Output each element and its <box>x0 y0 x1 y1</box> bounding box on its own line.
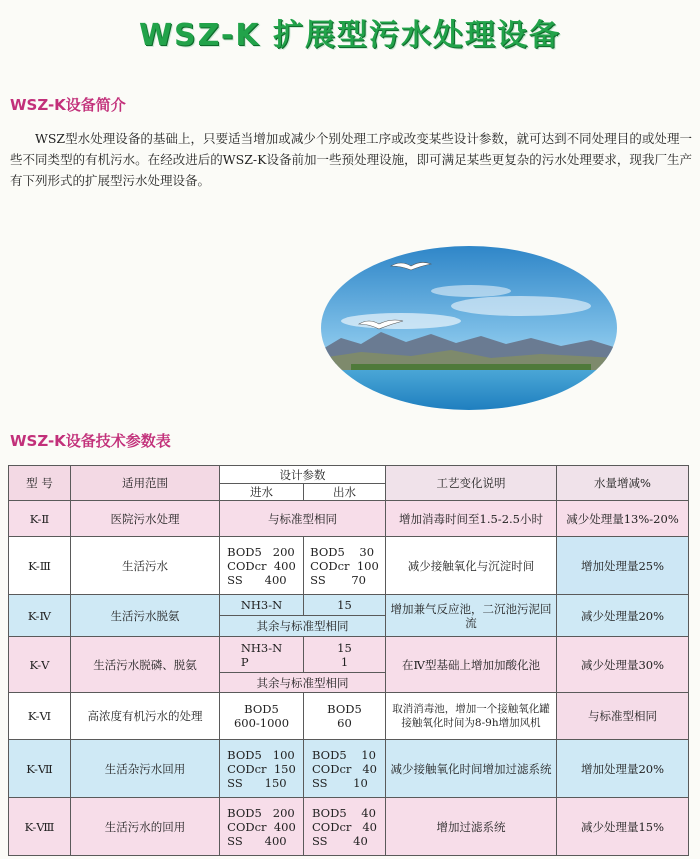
header-inlet: 进水 <box>220 484 304 501</box>
row-change: 取消消毒池，增加一个接触氧化罐接触氧化时间为8-9h增加风机 <box>386 693 557 740</box>
row-inlet: BOD5 200 CODcr 400 SS 400 <box>220 537 304 595</box>
table-row <box>9 798 689 856</box>
row-inlet: BOD5 100 CODcr 150 SS 150 <box>220 740 304 798</box>
row-volume: 减少处理量15% <box>557 798 689 856</box>
spec-table <box>8 465 689 856</box>
table-heading: WSZ-K设备技术参数表 <box>10 432 171 450</box>
row-scope: 生活污水脱氨 <box>71 595 220 637</box>
row-change: 增加过滤系统 <box>386 798 557 856</box>
row-scope: 生活污水脱磷、脱氨 <box>71 637 220 693</box>
row-change: 在Ⅳ型基础上增加加酸化池 <box>386 637 557 693</box>
row-model: K-Ⅱ <box>9 501 71 537</box>
row-scope: 医院污水处理 <box>71 501 220 537</box>
row-change: 减少接触氧化时间增加过滤系统 <box>386 740 557 798</box>
row-outlet: BOD5 60 <box>304 693 386 740</box>
table-row <box>9 501 689 537</box>
row-outlet-values: 15 1 <box>304 637 386 673</box>
row-outlet: BOD5 40 CODcr 40 SS 40 <box>304 798 386 856</box>
table-row <box>9 595 689 616</box>
row-model: K-Ⅲ <box>9 537 71 595</box>
row-model: K-Ⅶ <box>9 740 71 798</box>
row-volume: 减少处理量30% <box>557 637 689 693</box>
intro-paragraph: WSZ型水处理设备的基础上，只要适当增加或减少个别处理工序或改变某些设计参数，就可达到不同处理目的或处理一些不同类型的有机污水。在经改进后的WSZ-K设备前加一些预处理设施，即可满足某些更复杂的污水处理要求，现我厂生产有下列形式的扩展型污水处理设备。 <box>10 131 692 188</box>
lake-landscape-image <box>321 246 617 410</box>
row-outlet-value: 15 <box>304 595 386 616</box>
page-title: WSZ-K 扩展型污水处理设备 <box>138 18 562 53</box>
row-volume: 增加处理量20% <box>557 740 689 798</box>
row-model: K-Ⅴ <box>9 637 71 693</box>
header-change: 工艺变化说明 <box>386 466 557 501</box>
table-row <box>9 693 689 740</box>
row-model: K-Ⅷ <box>9 798 71 856</box>
row-scope: 生活污水 <box>71 537 220 595</box>
row-volume: 与标准型相同 <box>557 693 689 740</box>
row-scope: 高浓度有机污水的处理 <box>71 693 220 740</box>
row-scope: 生活杂污水回用 <box>71 740 220 798</box>
row-param: 与标准型相同 <box>220 501 386 537</box>
row-inlet: BOD5 600-1000 <box>220 693 304 740</box>
table-row <box>9 537 689 595</box>
header-scope: 适用范围 <box>71 466 220 501</box>
row-note: 其余与标准型相同 <box>220 616 386 637</box>
header-model: 型 号 <box>9 466 71 501</box>
row-change: 增加兼气反应池，二沉池污泥回流 <box>386 595 557 637</box>
row-change: 增加消毒时间至1.5-2.5小时 <box>386 501 557 537</box>
header-volume: 水量增减% <box>557 466 689 501</box>
header-outlet: 出水 <box>304 484 386 501</box>
row-inlet-label: NH3-N <box>220 595 304 616</box>
row-note: 其余与标准型相同 <box>220 673 386 693</box>
intro-heading: WSZ-K设备简介 <box>10 96 126 114</box>
row-change: 减少接触氧化与沉淀时间 <box>386 537 557 595</box>
lake-photo <box>321 246 617 410</box>
row-volume: 减少处理量20% <box>557 595 689 637</box>
row-scope: 生活污水的回用 <box>71 798 220 856</box>
row-volume: 减少处理量13%-20% <box>557 501 689 537</box>
row-inlet: BOD5 200 CODcr 400 SS 400 <box>220 798 304 856</box>
header-design: 设计参数 <box>220 466 386 484</box>
table-row <box>9 637 689 673</box>
row-outlet: BOD5 30 CODcr 100 SS 70 <box>304 537 386 595</box>
row-outlet: BOD5 10 CODcr 40 SS 10 <box>304 740 386 798</box>
row-volume: 增加处理量25% <box>557 537 689 595</box>
row-inlet-labels: NH3-N P <box>220 637 304 673</box>
row-model: K-Ⅵ <box>9 693 71 740</box>
table-row <box>9 740 689 798</box>
row-model: K-Ⅳ <box>9 595 71 637</box>
